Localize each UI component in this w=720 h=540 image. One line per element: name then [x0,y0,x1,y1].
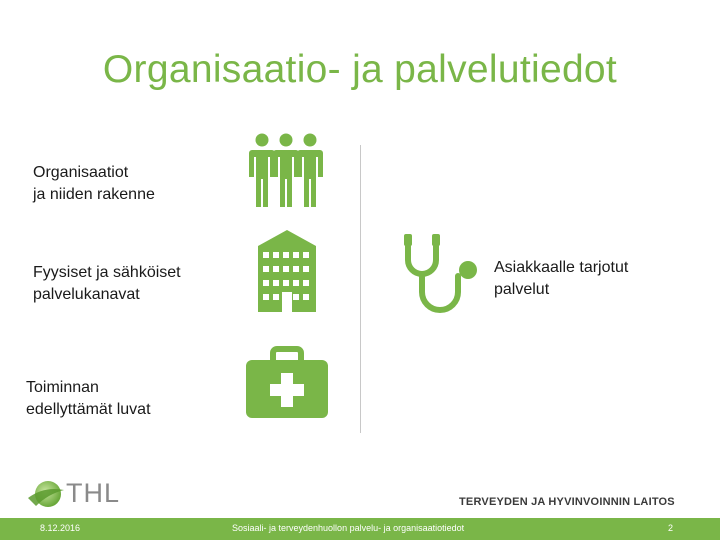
label-services: Asiakkaalle tarjotut palvelut [494,259,629,298]
label-organisations: Organisaatiot ja niiden rakenne [33,164,155,203]
people-icon [246,132,326,210]
organisation-name: TERVEYDEN JA HYVINVOINNIN LAITOS [459,496,675,508]
thl-logo-text: THL [66,478,121,508]
label-service-channels: Fyysiset ja sähköiset palvelukanavat [33,264,181,303]
footer-page-number: 2 [668,523,674,533]
building-icon [252,228,322,314]
stethoscope-icon [398,232,482,318]
label-permits: Toiminnan edellyttämät luvat [26,379,151,418]
footer-bar [0,518,720,540]
slide-title: Organisaatio- ja palvelutiedot [102,48,618,91]
vertical-divider [360,145,361,433]
first-aid-kit-icon [244,345,330,419]
footer-date: 8.12.2016 [40,523,81,533]
footer-title: Sosiaali- ja terveydenhuollon palvelu- ja organisaatiotiedot [232,523,465,533]
